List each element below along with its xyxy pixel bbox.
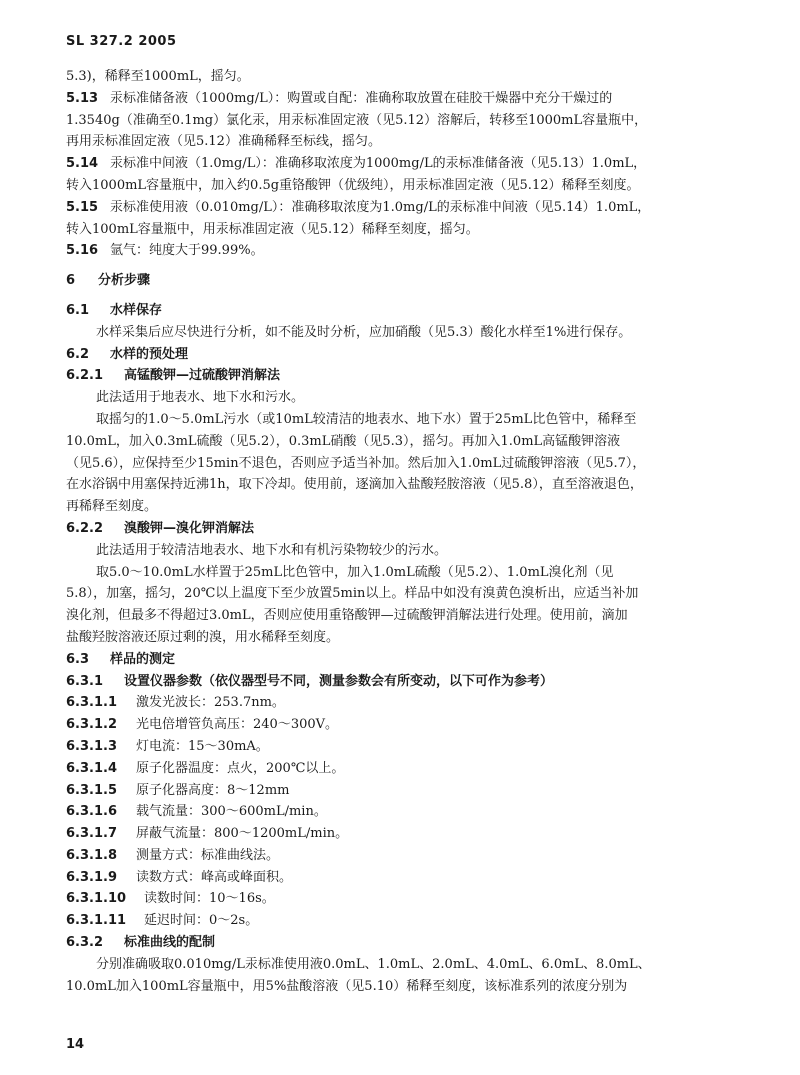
clause-number: 6.3.1: [66, 673, 104, 689]
section-heading: [66, 932, 738, 954]
text-line: [66, 758, 738, 780]
text-line: [66, 823, 738, 845]
clause-text: 此法适用于地表水、地下水和污水。: [96, 390, 305, 406]
clause-text: 再稀释至刻度。: [66, 499, 158, 515]
text-line: [66, 131, 738, 153]
text-line: [66, 110, 738, 132]
clause-text: 载气流量：300～600mL/min。: [136, 804, 327, 820]
clause-number: 6.2.2: [66, 520, 104, 536]
clause-text: 溴酸钾—溴化钾消解法: [124, 520, 255, 536]
clause-text: 5.8），加塞，摇匀，20℃以上温度下至少放置5min以上。样品中如没有溴黄色溴析出，应适当补加: [66, 586, 639, 602]
clause-text: 汞标准中间液（1.0mg/L）：准确移取浓度为1000mg/L的汞标准储备液（见5.13）1.0mL，: [110, 156, 647, 172]
clause-text: 分析步骤: [98, 273, 151, 289]
section-heading: [66, 671, 738, 693]
text-line: [66, 714, 738, 736]
standard-header: SL 327.2 2005: [66, 34, 177, 49]
section-heading: [66, 344, 738, 366]
text-line: [66, 496, 738, 518]
clause-text: 灯电流：15～30mA。: [136, 738, 269, 754]
clause-text: 5.3)，稀释至1000mL，摇匀。: [66, 69, 250, 84]
clause-text: 取5.0～10.0mL水样置于25mL比色管中，加入1.0mL硫酸（见5.2）、1.0mL溴化剂（见: [96, 564, 614, 580]
text-line: [66, 240, 738, 262]
section-heading: [66, 365, 738, 387]
text-line: [66, 540, 738, 562]
clause-text: 样品的测定: [110, 651, 176, 667]
text-line: [66, 845, 738, 867]
text-line: [66, 66, 738, 88]
text-line: [66, 431, 738, 453]
text-line: [66, 801, 738, 823]
clause-text: 再用汞标准固定液（见5.12）准确稀释至标线，摇匀。: [66, 134, 381, 150]
clause-text: 测量方式：标准曲线法。: [136, 847, 280, 863]
section-gap: [66, 292, 738, 300]
clause-number: 6.3.1.11: [66, 913, 127, 929]
text-line: [66, 888, 738, 910]
text-line: [66, 153, 738, 175]
text-line: [66, 605, 738, 627]
text-line: [66, 409, 738, 431]
clause-number: 6.3.1.9: [66, 869, 117, 885]
clause-text: 溴化剂，但最多不得超过3.0mL，否则应使用重铬酸钾—过硫酸钾消解法进行处理。使用前，滴加: [66, 608, 628, 624]
text-line: [66, 692, 738, 714]
clause-text: 高锰酸钾—过硫酸钾消解法: [124, 368, 281, 384]
clause-text: 屏蔽气流量：800～1200mL/min。: [136, 826, 349, 842]
text-line: [66, 867, 738, 889]
clause-text: 在水浴锅中用塞保持近沸1h，取下冷却。使用前，逐滴加入盐酸羟胺溶液（见5.8），直至溶液退色，: [66, 477, 643, 493]
section-heading: [66, 270, 738, 292]
clause-number: 6.3.1.2: [66, 717, 117, 733]
text-line: [66, 88, 738, 110]
text-line: [66, 954, 738, 976]
clause-text: （见5.6），应保持至少15min不退色，否则应予适当补加。然后加入1.0mL过硫酸钾溶液（见5.7），: [66, 455, 646, 471]
clause-number: 5.15: [66, 199, 99, 215]
page-number: 14: [66, 1037, 85, 1052]
clause-text: 延迟时间：0～2s。: [144, 913, 259, 929]
clause-number: 6.3.1.5: [66, 782, 117, 798]
clause-number: 6.3.1.3: [66, 738, 117, 754]
clause-text: 标准曲线的配制: [124, 935, 216, 951]
clause-text: 氩气：纯度大于99.99%。: [110, 243, 264, 259]
text-line: [66, 780, 738, 802]
clause-number: 5.14: [66, 156, 99, 172]
clause-number: 6.3.1.8: [66, 847, 117, 863]
clause-text: 原子化器高度：8～12mm: [136, 782, 290, 798]
clause-text: 读数时间：10～16s。: [144, 891, 275, 907]
clause-number: 5.16: [66, 243, 99, 259]
text-line: [66, 976, 738, 998]
clause-text: 1.3540g（准确至0.1mg）氯化汞，用汞标准固定液（见5.12）溶解后，转移至1000mL容量瓶中，: [66, 112, 648, 128]
text-line: [66, 197, 738, 219]
clause-text: 汞标准储备液（1000mg/L）：购置或自配：准确称取放置在硅胶干燥器中充分干燥过的: [110, 90, 613, 106]
clause-number: 5.13: [66, 90, 99, 106]
clause-text: 10.0mL，加入0.3mL硫酸（见5.2），0.3mL硝酸（见5.3），摇匀。再加入1.0mL高锰酸钾溶液: [66, 433, 621, 449]
section-gap: [66, 262, 738, 270]
clause-number: 6.1: [66, 302, 90, 318]
text-line: [66, 910, 738, 932]
clause-text: 转入1000mL容量瓶中，加入约0.5g重铬酸钾（优级纯），用汞标准固定液（见5.12）稀释至刻度。: [66, 177, 640, 193]
clause-number: 6.3.1.4: [66, 760, 117, 776]
text-line: [66, 474, 738, 496]
clause-number: 6.3: [66, 651, 90, 667]
text-line: [66, 175, 738, 197]
clause-text: 取摇匀的1.0～5.0mL污水（或10mL较清洁的地表水、地下水）置于25mL比色管中，稀释至: [96, 411, 637, 427]
clause-number: 6.2.1: [66, 368, 104, 384]
clause-number: 6.3.1.1: [66, 695, 117, 711]
clause-text: 读数方式：峰高或峰面积。: [136, 869, 293, 885]
clause-text: 水样的预处理: [110, 346, 189, 362]
clause-text: 10.0mL加入100mL容量瓶中，用5%盐酸溶液（见5.10）稀释至刻度，该标准系列的浓度分别为: [66, 978, 628, 994]
clause-text: 激发光波长：253.7nm。: [136, 695, 285, 711]
text-line: [66, 627, 738, 649]
clause-text: 汞标准使用液（0.010mg/L）：准确移取浓度为1.0mg/L的汞标准中间液（见5.14）1.0mL，: [110, 199, 651, 215]
clause-text: 光电倍增管负高压：240～300V。: [136, 717, 339, 733]
clause-text: 水样保存: [110, 302, 163, 318]
section-heading: [66, 649, 738, 671]
clause-text: 原子化器温度：点火，200℃以上。: [136, 760, 345, 776]
text-line: [66, 562, 738, 584]
text-line: [66, 387, 738, 409]
clause-number: 6.3.2: [66, 935, 104, 951]
text-line: [66, 453, 738, 475]
section-heading: [66, 518, 738, 540]
clause-number: 6: [66, 273, 76, 289]
clause-text: 设置仪器参数（依仪器型号不同，测量参数会有所变动，以下可作为参考）: [124, 673, 554, 689]
clause-text: 此法适用于较清洁地表水、地下水和有机污染物较少的污水。: [96, 542, 448, 558]
clause-number: 6.3.1.10: [66, 891, 127, 907]
text-line: [66, 583, 738, 605]
text-line: [66, 322, 738, 344]
clause-number: 6.3.1.7: [66, 826, 117, 842]
document-body: [66, 66, 738, 997]
clause-text: 分别准确吸取0.010mg/L汞标准使用液0.0mL、1.0mL、2.0mL、4.0mL、6.0mL、8.0mL、: [96, 956, 651, 972]
clause-text: 转入100mL容量瓶中，用汞标准固定液（见5.12）稀释至刻度，摇匀。: [66, 221, 479, 237]
clause-text: 盐酸羟胺溶液还原过剩的溴，用水稀释至刻度。: [66, 629, 340, 645]
clause-number: 6.3.1.6: [66, 804, 117, 820]
text-line: [66, 219, 738, 241]
clause-number: 6.2: [66, 346, 90, 362]
clause-text: 水样采集后应尽快进行分析，如不能及时分析，应加硝酸（见5.3）酸化水样至1%进行保存。: [96, 324, 632, 340]
section-heading: [66, 300, 738, 322]
text-line: [66, 736, 738, 758]
